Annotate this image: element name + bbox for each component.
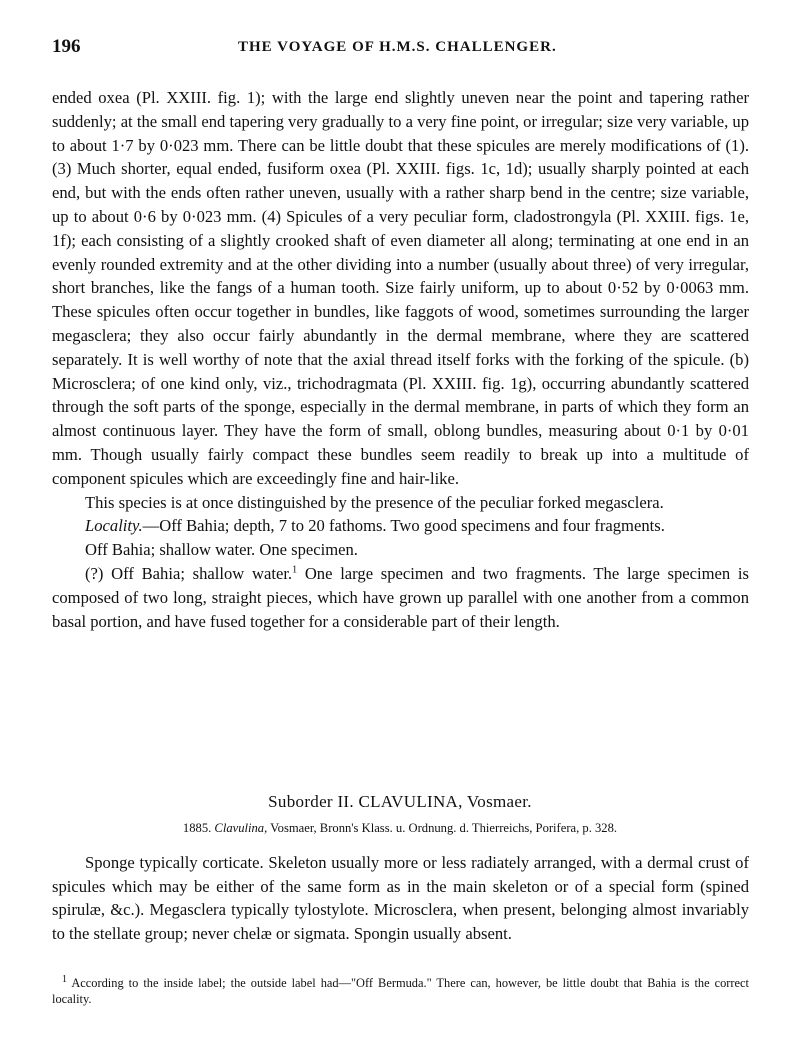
record-3-start: (?) Off Bahia; shallow water. xyxy=(85,563,293,583)
spicule-description-paragraph: ended oxea (Pl. XXIII. fig. 1); with the large end slightly uneven near the point and tapering rather suddenly; at the small end tapering very gradually to a very fine point, or irregular; size very variable, up to about 1·7 by 0·023 mm. There can be little doubt that these spicules are merely modifications of (1). (3) Much shorter, equal ended, fusiform oxea (Pl. XXIII. figs. 1c, 1d); usually sharply pointed at each end, but with the ends often rather uneven, usually with a rather sharp bend in the centre; size variable, up to about 0·6 by 0·023 mm. (4) Spicules of a very peculiar form, cladostrongyla (Pl. XXIII. figs. 1e, 1f); each consisting of a slightly crooked shaft of even diameter all along; terminating at one end in an evenly rounded extremity and at the other dividing into a number (usually about three) of very irregular, short branches, like the fangs of a human tooth. Size fairly uniform, up to about 0·52 by 0·0063 mm. These spicules often occur together in bundles, like faggots of wood, sometimes surrounding the larger megasclera; they also occur fairly abundantly in the dermal membrane, where they are scattered separately. It is well worthy of note that the axial thread itself forks with the forking of the spicule. (b) Microsclera; of one kind only, viz., trichodragmata (Pl. XXIII. fig. 1g), occurring abundantly scattered through the soft parts of the sponge, especially in the dermal membrane, in parts of which they form an almost continuous layer. They have the form of small, oblong bundles, measuring about 0·1 by 0·01 mm. Though usually fairly compact these bundles seem readily to break up into a multitude of component spicules which are exceedingly fine and hair-like. xyxy=(52,88,749,488)
citation-genus: Clavulina xyxy=(214,821,265,835)
page-number: 196 xyxy=(52,36,81,57)
suborder-description-paragraph: Sponge typically corticate. Skeleton usually more or less radiately arranged, with a dermal crust of spicules which may be either of the same form as in the main skeleton or of a special form (spined spirulæ, &c.). Megasclera typically tylostylote. Microsclera, when present, belonging almost invariably to the stellate group; never chelæ or sigmata. Spongin usually absent. xyxy=(52,853,749,943)
suborder-description xyxy=(52,851,749,945)
locality-label: Locality. xyxy=(85,516,143,536)
main-text xyxy=(52,86,749,633)
suborder-citation xyxy=(0,821,800,836)
citation-year: 1885. xyxy=(182,821,212,835)
footnote-reference: 1 xyxy=(292,564,298,576)
footnote xyxy=(52,975,749,1007)
suborder-heading: Suborder II. CLAVULINA, Vosmaer. xyxy=(268,792,532,811)
record-3-end: One large specimen and two fragments. The large specimen is composed of two long, straight pieces, which have grown up parallel with one another from a common basal portion, and have fused together for a considerable part of their length. xyxy=(52,563,749,631)
footnote-text: According to the inside label; the outside label had—"Off Bermuda." There can, however, be little doubt that Bahia is the correct locality. xyxy=(52,976,749,1006)
page-header xyxy=(52,36,748,64)
locality-record-1 xyxy=(52,514,749,538)
locality-record-3 xyxy=(52,562,749,633)
distinguishing-remark: This species is at once distinguished by the presence of the peculiar forked megasclera. xyxy=(85,492,664,512)
locality-text: —Off Bahia; depth, 7 to 20 fathoms. Two good specimens and four fragments. xyxy=(142,516,665,536)
footnote-paragraph xyxy=(52,975,749,1007)
running-title: THE VOYAGE OF H.M.S. CHALLENGER. xyxy=(238,39,557,55)
footnote-mark: 1 xyxy=(62,973,67,985)
citation-rest: , Vosmaer, Bronn's Klass. u. Ordnung. d. Thierreichs, Porifera, p. 328. xyxy=(264,821,618,835)
locality-record-2: Off Bahia; shallow water. One specimen. xyxy=(85,540,358,560)
